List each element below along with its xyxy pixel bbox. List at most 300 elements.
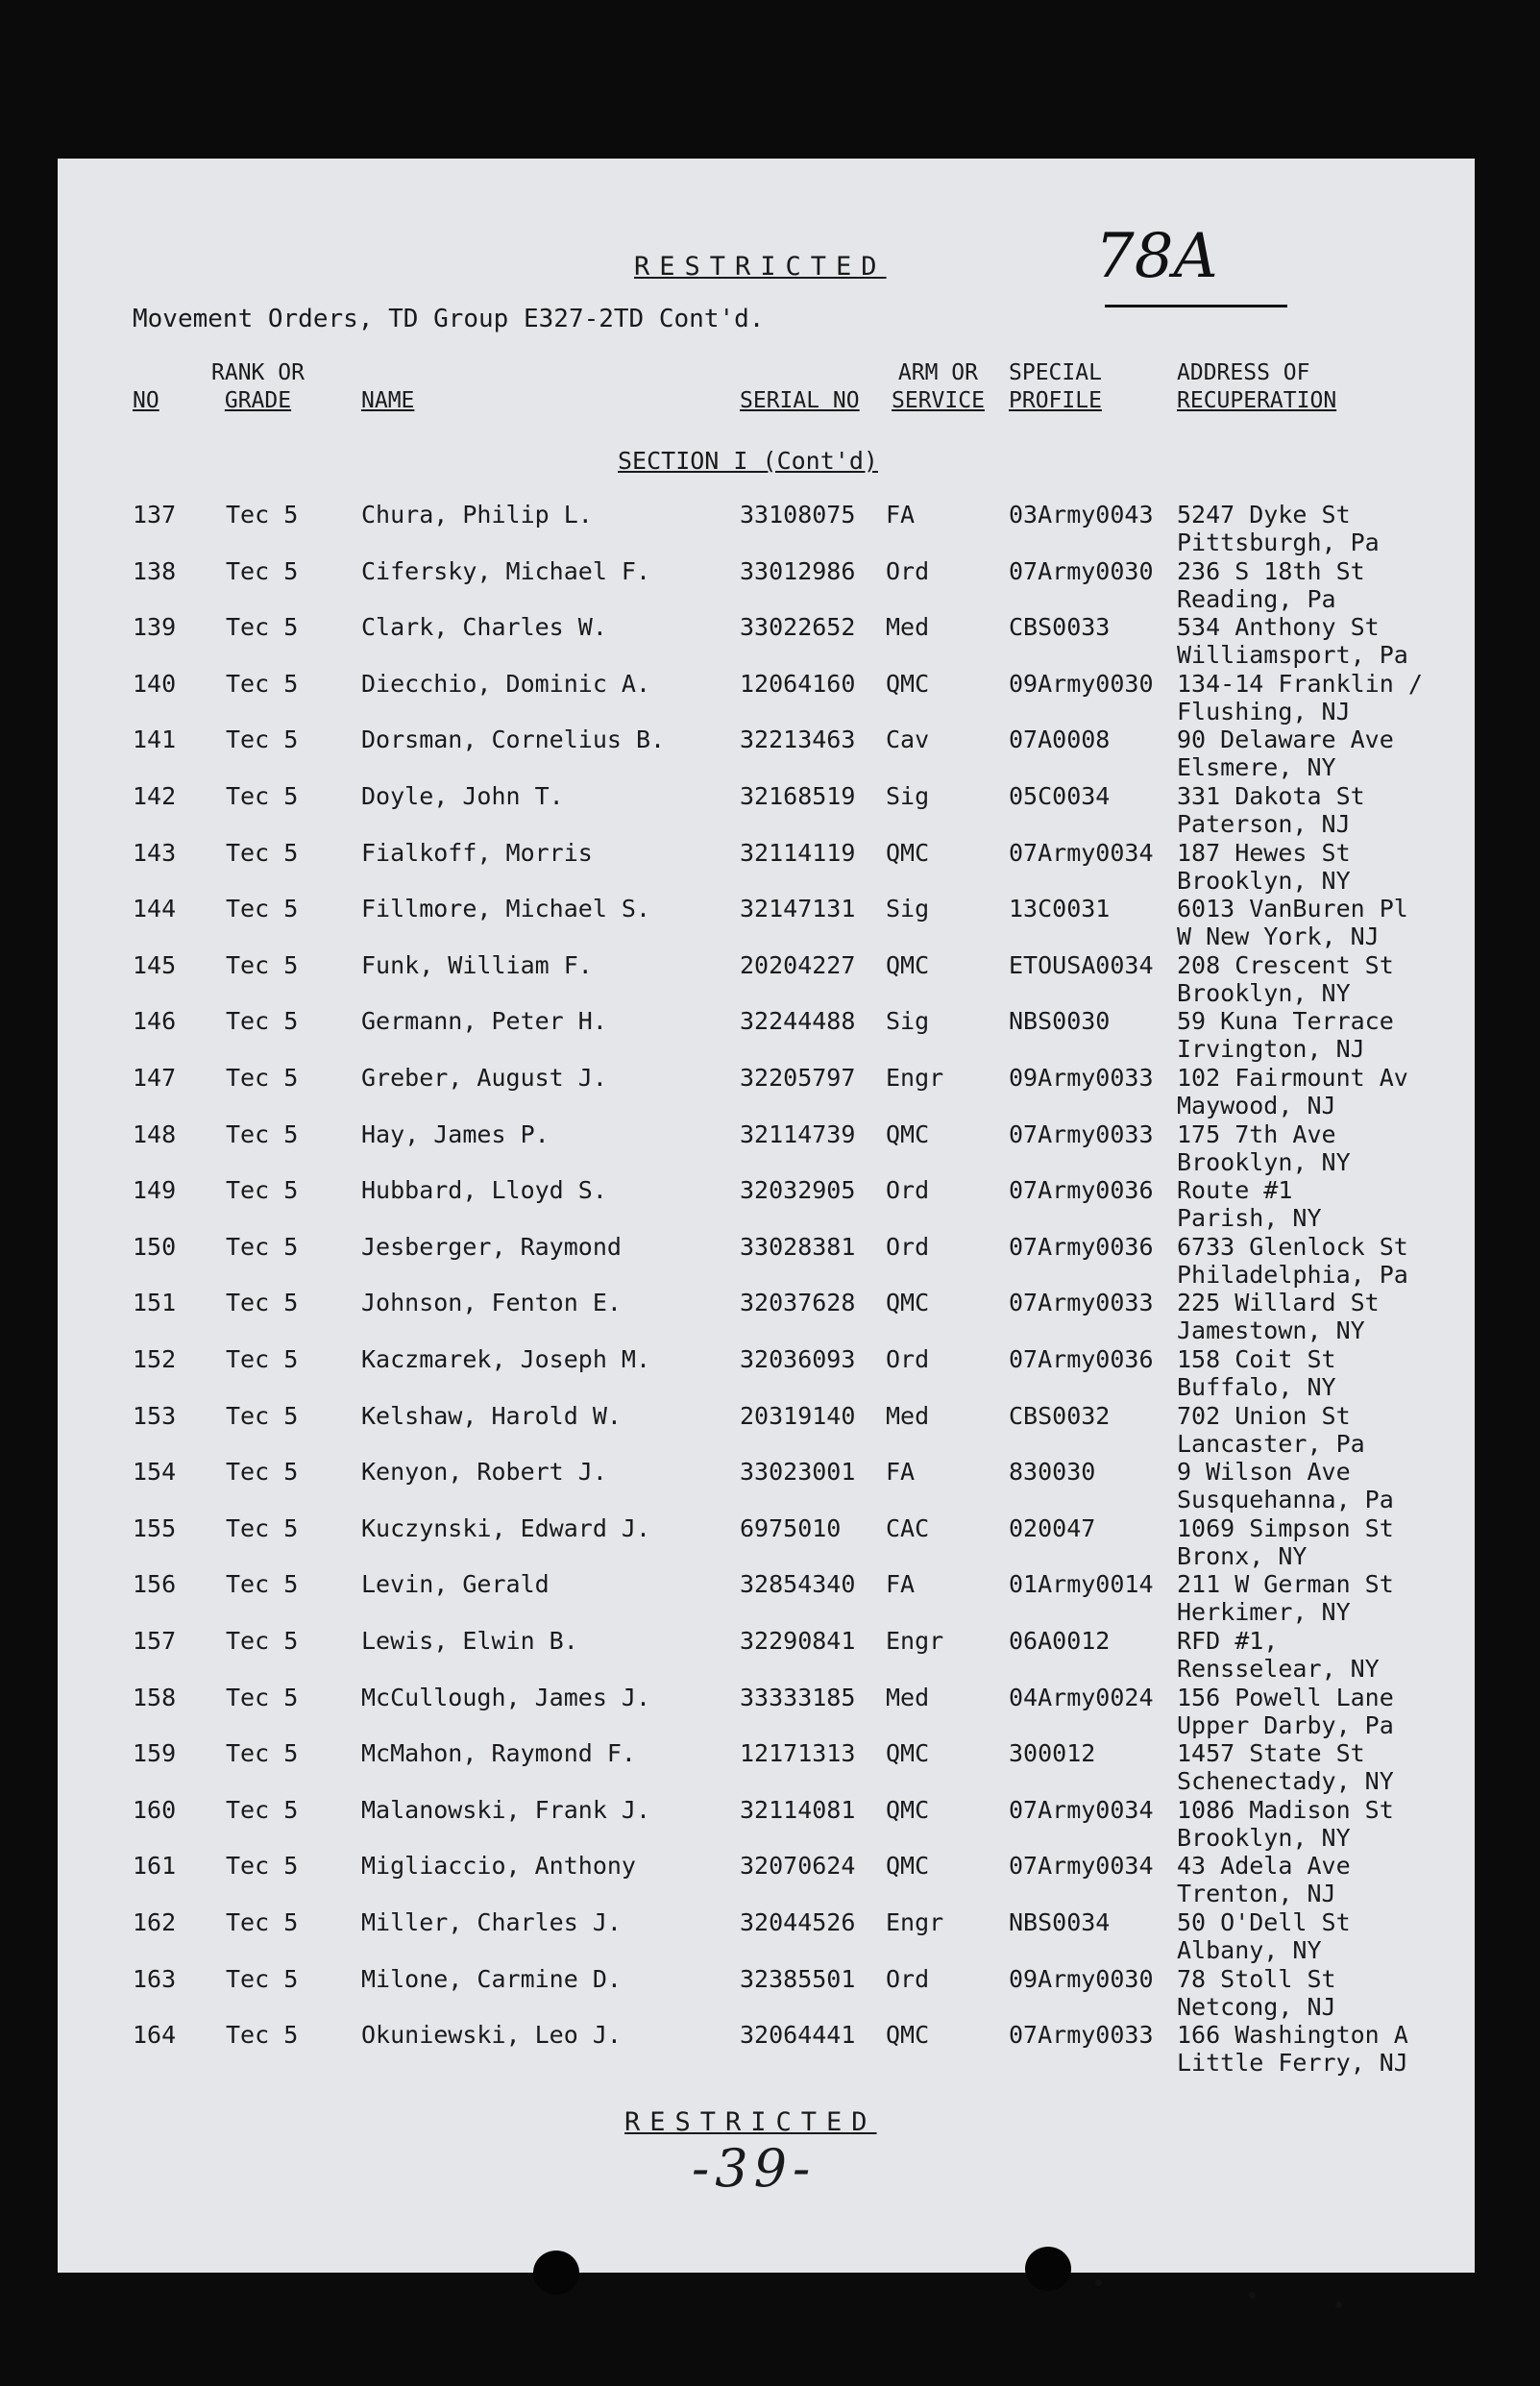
cell-arm: Sig [886,782,930,810]
address-line: 1086 Madison St [1177,1795,1394,1824]
cell-address [1177,1852,1351,1907]
cell-profile: 300012 [1009,1739,1096,1768]
cell-serial: 32036093 [740,1345,856,1373]
table-row [58,1796,1475,1852]
cell-rank: Tec 5 [226,501,299,529]
cell-profile: CBS0033 [1009,613,1111,642]
cell-name: Migliaccio, Anthony [361,1852,636,1881]
specks [1249,2292,1256,2299]
cell-name: Diecchio, Dominic A. [361,669,651,698]
address-line: 211 W German St [1177,1570,1394,1599]
cell-arm: QMC [886,1289,930,1317]
specks [1095,2279,1102,2286]
table-row [58,1064,1475,1119]
cell-name: Okuniewski, Leo J. [361,2021,622,2050]
cell-address [1177,1570,1394,1626]
address-line: Irvington, NJ [1177,1035,1365,1064]
restricted-footer: RESTRICTED [624,2107,877,2137]
column-header-no: NO [133,388,159,413]
cell-serial: 32244488 [740,1007,856,1036]
cell-address [1177,2021,1408,2077]
address-line: 134-14 Franklin / [1177,669,1423,698]
cell-arm: QMC [886,2021,930,2050]
cell-profile: ETOUSA0034 [1009,950,1154,979]
cell-arm: Engr [886,1627,944,1655]
address-line: Schenectady, NY [1177,1767,1394,1796]
cell-name: McMahon, Raymond F. [361,1739,636,1768]
table-row [58,1965,1475,2021]
cell-rank: Tec 5 [226,1627,299,1655]
cell-arm: Med [886,613,930,642]
cell-arm: Ord [886,1345,930,1373]
table-row [58,1739,1475,1795]
cell-rank: Tec 5 [226,1345,299,1373]
address-line: 225 Willard St [1177,1289,1380,1317]
table-row [58,895,1475,950]
cell-name: Germann, Peter H. [361,1007,607,1036]
table-row [58,1627,1475,1683]
cell-name: Johnson, Fenton E. [361,1289,622,1317]
cell-rank: Tec 5 [226,726,299,754]
cell-profile: CBS0032 [1009,1401,1111,1430]
cell-serial: 32044526 [740,1908,856,1936]
cell-name: Kelshaw, Harold W. [361,1401,622,1430]
cell-serial: 12064160 [740,669,856,698]
cell-no: 139 [133,613,177,642]
address-line: Williamsport, Pa [1177,641,1408,670]
cell-no: 154 [133,1458,177,1487]
cell-arm: Cav [886,726,930,754]
cell-name: Fialkoff, Morris [361,838,593,867]
cell-address [1177,1627,1380,1683]
address-line: Lancaster, Pa [1177,1429,1365,1458]
cell-arm: Ord [886,556,930,585]
table-row [58,557,1475,613]
cell-serial: 33028381 [740,1232,856,1261]
cell-rank: Tec 5 [226,669,299,698]
cell-arm: Sig [886,895,930,923]
address-line: Trenton, NJ [1177,1880,1336,1908]
cell-profile: 05C0034 [1009,782,1111,810]
cell-name: Milone, Carmine D. [361,1964,622,1993]
table-row [58,1458,1475,1513]
address-line: Rensselear, NY [1177,1655,1380,1683]
cell-profile: 830030 [1009,1458,1096,1487]
cell-arm: Ord [886,1232,930,1261]
cell-name: Kaczmarek, Joseph M. [361,1345,651,1373]
cell-no: 148 [133,1119,177,1148]
cell-profile: 04Army0024 [1009,1683,1154,1711]
cell-serial: 32037628 [740,1289,856,1317]
cell-address [1177,501,1380,556]
document-page [58,159,1475,2273]
cell-serial: 32070624 [740,1852,856,1881]
address-line: Flushing, NJ [1177,697,1351,726]
cell-serial: 32147131 [740,895,856,923]
address-line: Susquehanna, Pa [1177,1486,1394,1514]
cell-profile: 13C0031 [1009,895,1111,923]
cell-address [1177,1007,1394,1063]
cell-address [1177,1233,1408,1289]
table-row [58,613,1475,669]
cell-rank: Tec 5 [226,1458,299,1487]
table-row [58,1402,1475,1458]
address-line: Upper Darby, Pa [1177,1710,1394,1739]
cell-arm: Engr [886,1064,944,1092]
cell-no: 160 [133,1795,177,1824]
address-line: 9 Wilson Ave [1177,1458,1351,1487]
column-header-profile: SPECIAL PROFILE [1009,360,1102,413]
address-line: 158 Coit St [1177,1345,1336,1373]
cell-rank: Tec 5 [226,838,299,867]
cell-serial: 20204227 [740,950,856,979]
page-number: -39- [692,2138,817,2199]
table-row [58,1908,1475,1964]
table-row [58,670,1475,726]
address-line: Route #1 [1177,1176,1293,1205]
address-line: Brooklyn, NY [1177,1147,1351,1176]
cell-address [1177,613,1408,669]
cell-serial: 32032905 [740,1176,856,1205]
cell-profile: 09Army0030 [1009,669,1154,698]
cell-name: Greber, August J. [361,1064,607,1092]
cell-serial: 32854340 [740,1570,856,1599]
address-line: 102 Fairmount Av [1177,1064,1408,1092]
address-line: 90 Delaware Ave [1177,726,1394,754]
cell-arm: Engr [886,1908,944,1936]
cell-no: 155 [133,1513,177,1542]
address-line: 78 Stoll St [1177,1964,1336,1993]
table-row [58,2021,1475,2077]
document-title: Movement Orders, TD Group E327-2TD Cont'd. [133,305,765,333]
cell-serial: 32064441 [740,2021,856,2050]
cell-no: 150 [133,1232,177,1261]
cell-profile: 09Army0033 [1009,1064,1154,1092]
address-line: Buffalo, NY [1177,1373,1336,1401]
cell-serial: 33022652 [740,613,856,642]
cell-arm: Ord [886,1176,930,1205]
punch-hole-left [533,2251,579,2295]
cell-no: 161 [133,1852,177,1881]
cell-serial: 33333185 [740,1683,856,1711]
cell-name: Doyle, John T. [361,782,564,810]
address-line: 1457 State St [1177,1739,1365,1768]
handwritten-page-number: 78A [1095,221,1218,292]
cell-arm: Med [886,1683,930,1711]
cell-profile: 020047 [1009,1513,1096,1542]
cell-address [1177,1345,1336,1401]
address-line: Netcong, NJ [1177,1992,1336,2021]
address-line: 6013 VanBuren Pl [1177,895,1408,923]
cell-name: Fillmore, Michael S. [361,895,651,923]
cell-serial: 32213463 [740,726,856,754]
cell-profile: 07Army0030 [1009,556,1154,585]
cell-serial: 6975010 [740,1513,842,1542]
table-row [58,1570,1475,1626]
cell-rank: Tec 5 [226,2021,299,2050]
cell-rank: Tec 5 [226,1683,299,1711]
address-line: Little Ferry, NJ [1177,2049,1408,2078]
cell-name: Kenyon, Robert J. [361,1458,607,1487]
cell-no: 140 [133,669,177,698]
cell-address [1177,951,1394,1007]
address-line: 175 7th Ave [1177,1119,1336,1148]
cell-arm: QMC [886,669,930,698]
cell-no: 138 [133,556,177,585]
cell-rank: Tec 5 [226,895,299,923]
cell-address [1177,1684,1394,1739]
cell-name: Hubbard, Lloyd S. [361,1176,607,1205]
address-line: Maywood, NJ [1177,1092,1336,1119]
cell-profile: 07Army0034 [1009,1795,1154,1824]
cell-no: 157 [133,1627,177,1655]
cell-no: 145 [133,950,177,979]
cell-arm: Med [886,1401,930,1430]
cell-profile: 03Army0043 [1009,501,1154,529]
cell-no: 163 [133,1964,177,1993]
cell-rank: Tec 5 [226,1007,299,1036]
cell-address [1177,1064,1408,1119]
table-row [58,839,1475,895]
cell-arm: Ord [886,1964,930,1993]
table-row [58,1233,1475,1289]
cell-name: McCullough, James J. [361,1683,651,1711]
cell-name: Kuczynski, Edward J. [361,1513,651,1542]
cell-no: 147 [133,1064,177,1092]
cell-arm: FA [886,1458,916,1487]
cell-no: 137 [133,501,177,529]
cell-profile: NBS0034 [1009,1908,1111,1936]
column-header-name: NAME [361,388,415,413]
cell-address [1177,1514,1394,1570]
cell-profile: 07Army0034 [1009,1852,1154,1881]
cell-address [1177,1176,1322,1232]
cell-name: Levin, Gerald [361,1570,550,1599]
address-line: 1069 Simpson St [1177,1513,1394,1542]
cell-profile: 07Army0036 [1009,1345,1154,1373]
cell-profile: 09Army0030 [1009,1964,1154,1993]
cell-address [1177,1120,1351,1176]
cell-arm: QMC [886,1739,930,1768]
cell-no: 143 [133,838,177,867]
cell-name: Jesberger, Raymond [361,1232,622,1261]
address-line: Jamestown, NY [1177,1316,1365,1345]
cell-rank: Tec 5 [226,1513,299,1542]
section-heading: SECTION I (Cont'd) [618,447,878,475]
cell-address [1177,1908,1351,1964]
address-line: Pittsburgh, Pa [1177,529,1380,556]
address-line: 534 Anthony St [1177,613,1380,642]
cell-no: 144 [133,895,177,923]
cell-arm: QMC [886,950,930,979]
cell-no: 146 [133,1007,177,1036]
cell-arm: FA [886,501,916,529]
cell-rank: Tec 5 [226,1401,299,1430]
cell-no: 142 [133,782,177,810]
table-row [58,1007,1475,1063]
cell-serial: 32114119 [740,838,856,867]
cell-name: Funk, William F. [361,950,593,979]
cell-serial: 32114081 [740,1795,856,1824]
cell-no: 156 [133,1570,177,1599]
cell-rank: Tec 5 [226,1064,299,1092]
cell-profile: 07A0008 [1009,726,1111,754]
address-line: 702 Union St [1177,1401,1351,1430]
column-header-rank: RANK OR GRADE [211,360,305,413]
address-line: Brooklyn, NY [1177,978,1351,1007]
cell-rank: Tec 5 [226,1176,299,1205]
cell-name: Clark, Charles W. [361,613,607,642]
table-row [58,782,1475,838]
cell-name: Chura, Philip L. [361,501,593,529]
cell-rank: Tec 5 [226,1289,299,1317]
address-line: 166 Washington A [1177,2021,1408,2050]
address-line: 187 Hewes St [1177,838,1351,867]
cell-no: 151 [133,1289,177,1317]
cell-address [1177,1402,1365,1458]
cell-profile: 07Army0033 [1009,1289,1154,1317]
cell-serial: 33108075 [740,501,856,529]
cell-serial: 12171313 [740,1739,856,1768]
address-line: Albany, NY [1177,1936,1322,1964]
address-line: Brooklyn, NY [1177,1823,1351,1852]
cell-profile: 07Army0033 [1009,2021,1154,2050]
punch-hole-right [1025,2247,1071,2291]
cell-arm: Sig [886,1007,930,1036]
address-line: 6733 Glenlock St [1177,1232,1408,1261]
table-row [58,1120,1475,1176]
cell-profile: 07Army0034 [1009,838,1154,867]
cell-arm: CAC [886,1513,930,1542]
cell-rank: Tec 5 [226,613,299,642]
cell-address [1177,1458,1394,1513]
cell-rank: Tec 5 [226,1739,299,1768]
address-line: 5247 Dyke St [1177,501,1351,529]
address-line: RFD #1, [1177,1627,1279,1655]
table-row [58,1684,1475,1739]
column-header-arm: ARM OR SERVICE [892,360,985,413]
cell-arm: QMC [886,838,930,867]
address-line: Bronx, NY [1177,1541,1308,1570]
cell-rank: Tec 5 [226,556,299,585]
cell-serial: 32385501 [740,1964,856,1993]
table-row [58,1289,1475,1344]
cell-arm: FA [886,1570,916,1599]
address-line: 156 Powell Lane [1177,1683,1394,1711]
cell-no: 149 [133,1176,177,1205]
cell-name: Malanowski, Frank J. [361,1795,651,1824]
cell-arm: QMC [886,1852,930,1881]
cell-profile: 01Army0014 [1009,1570,1154,1599]
cell-address [1177,670,1423,726]
table-row [58,1345,1475,1401]
cell-serial: 33012986 [740,556,856,585]
cell-no: 162 [133,1908,177,1936]
address-line: Reading, Pa [1177,584,1336,613]
table-row [58,1176,1475,1232]
cell-no: 164 [133,2021,177,2050]
cell-address [1177,1739,1394,1795]
table-row [58,726,1475,781]
cell-serial: 20319140 [740,1401,856,1430]
cell-no: 158 [133,1683,177,1711]
address-line: 43 Adela Ave [1177,1852,1351,1881]
cell-rank: Tec 5 [226,1232,299,1261]
address-line: Philadelphia, Pa [1177,1260,1408,1289]
cell-rank: Tec 5 [226,1908,299,1936]
cell-profile: NBS0030 [1009,1007,1111,1036]
cell-profile: 07Army0033 [1009,1119,1154,1148]
cell-no: 153 [133,1401,177,1430]
address-line: 50 O'Dell St [1177,1908,1351,1936]
cell-rank: Tec 5 [226,782,299,810]
cell-rank: Tec 5 [226,1964,299,1993]
table-row [58,951,1475,1007]
column-header-serial: SERIAL NO [740,388,860,413]
address-line: Herkimer, NY [1177,1598,1351,1627]
address-line: Elsmere, NY [1177,753,1336,782]
cell-name: Hay, James P. [361,1119,550,1148]
cell-profile: 07Army0036 [1009,1176,1154,1205]
table-row [58,1852,1475,1907]
address-line: 59 Kuna Terrace [1177,1007,1394,1036]
cell-serial: 32114739 [740,1119,856,1148]
cell-no: 152 [133,1345,177,1373]
address-line: 208 Crescent St [1177,950,1394,979]
cell-arm: QMC [886,1119,930,1148]
cell-address [1177,895,1408,950]
address-line: Brooklyn, NY [1177,866,1351,895]
cell-no: 159 [133,1739,177,1768]
cell-profile: 06A0012 [1009,1627,1111,1655]
address-line: 331 Dakota St [1177,782,1365,810]
cell-serial: 32168519 [740,782,856,810]
cell-name: Dorsman, Cornelius B. [361,726,666,754]
cell-address [1177,839,1351,895]
cell-arm: QMC [886,1795,930,1824]
address-line: Paterson, NJ [1177,810,1351,838]
address-line: W New York, NJ [1177,922,1380,951]
cell-rank: Tec 5 [226,1795,299,1824]
address-line: Parish, NY [1177,1204,1322,1233]
cell-serial: 32290841 [740,1627,856,1655]
cell-rank: Tec 5 [226,950,299,979]
cell-no: 141 [133,726,177,754]
cell-address [1177,1965,1336,2021]
cell-address [1177,1796,1394,1852]
cell-serial: 33023001 [740,1458,856,1487]
cell-address [1177,782,1365,838]
address-line: 236 S 18th St [1177,556,1365,585]
table-row [58,501,1475,556]
cell-profile: 07Army0036 [1009,1232,1154,1261]
specks [1335,2301,1342,2308]
restricted-header: RESTRICTED [634,252,887,282]
cell-address [1177,726,1394,781]
cell-name: Lewis, Elwin B. [361,1627,578,1655]
handwritten-underline [1105,305,1287,307]
cell-address [1177,557,1365,613]
cell-rank: Tec 5 [226,1119,299,1148]
cell-rank: Tec 5 [226,1852,299,1881]
cell-address [1177,1289,1380,1344]
column-header-address: ADDRESS OF RECUPERATION [1177,360,1337,413]
cell-rank: Tec 5 [226,1570,299,1599]
cell-serial: 32205797 [740,1064,856,1092]
cell-name: Miller, Charles J. [361,1908,622,1936]
cell-name: Cifersky, Michael F. [361,556,651,585]
table-row [58,1514,1475,1570]
